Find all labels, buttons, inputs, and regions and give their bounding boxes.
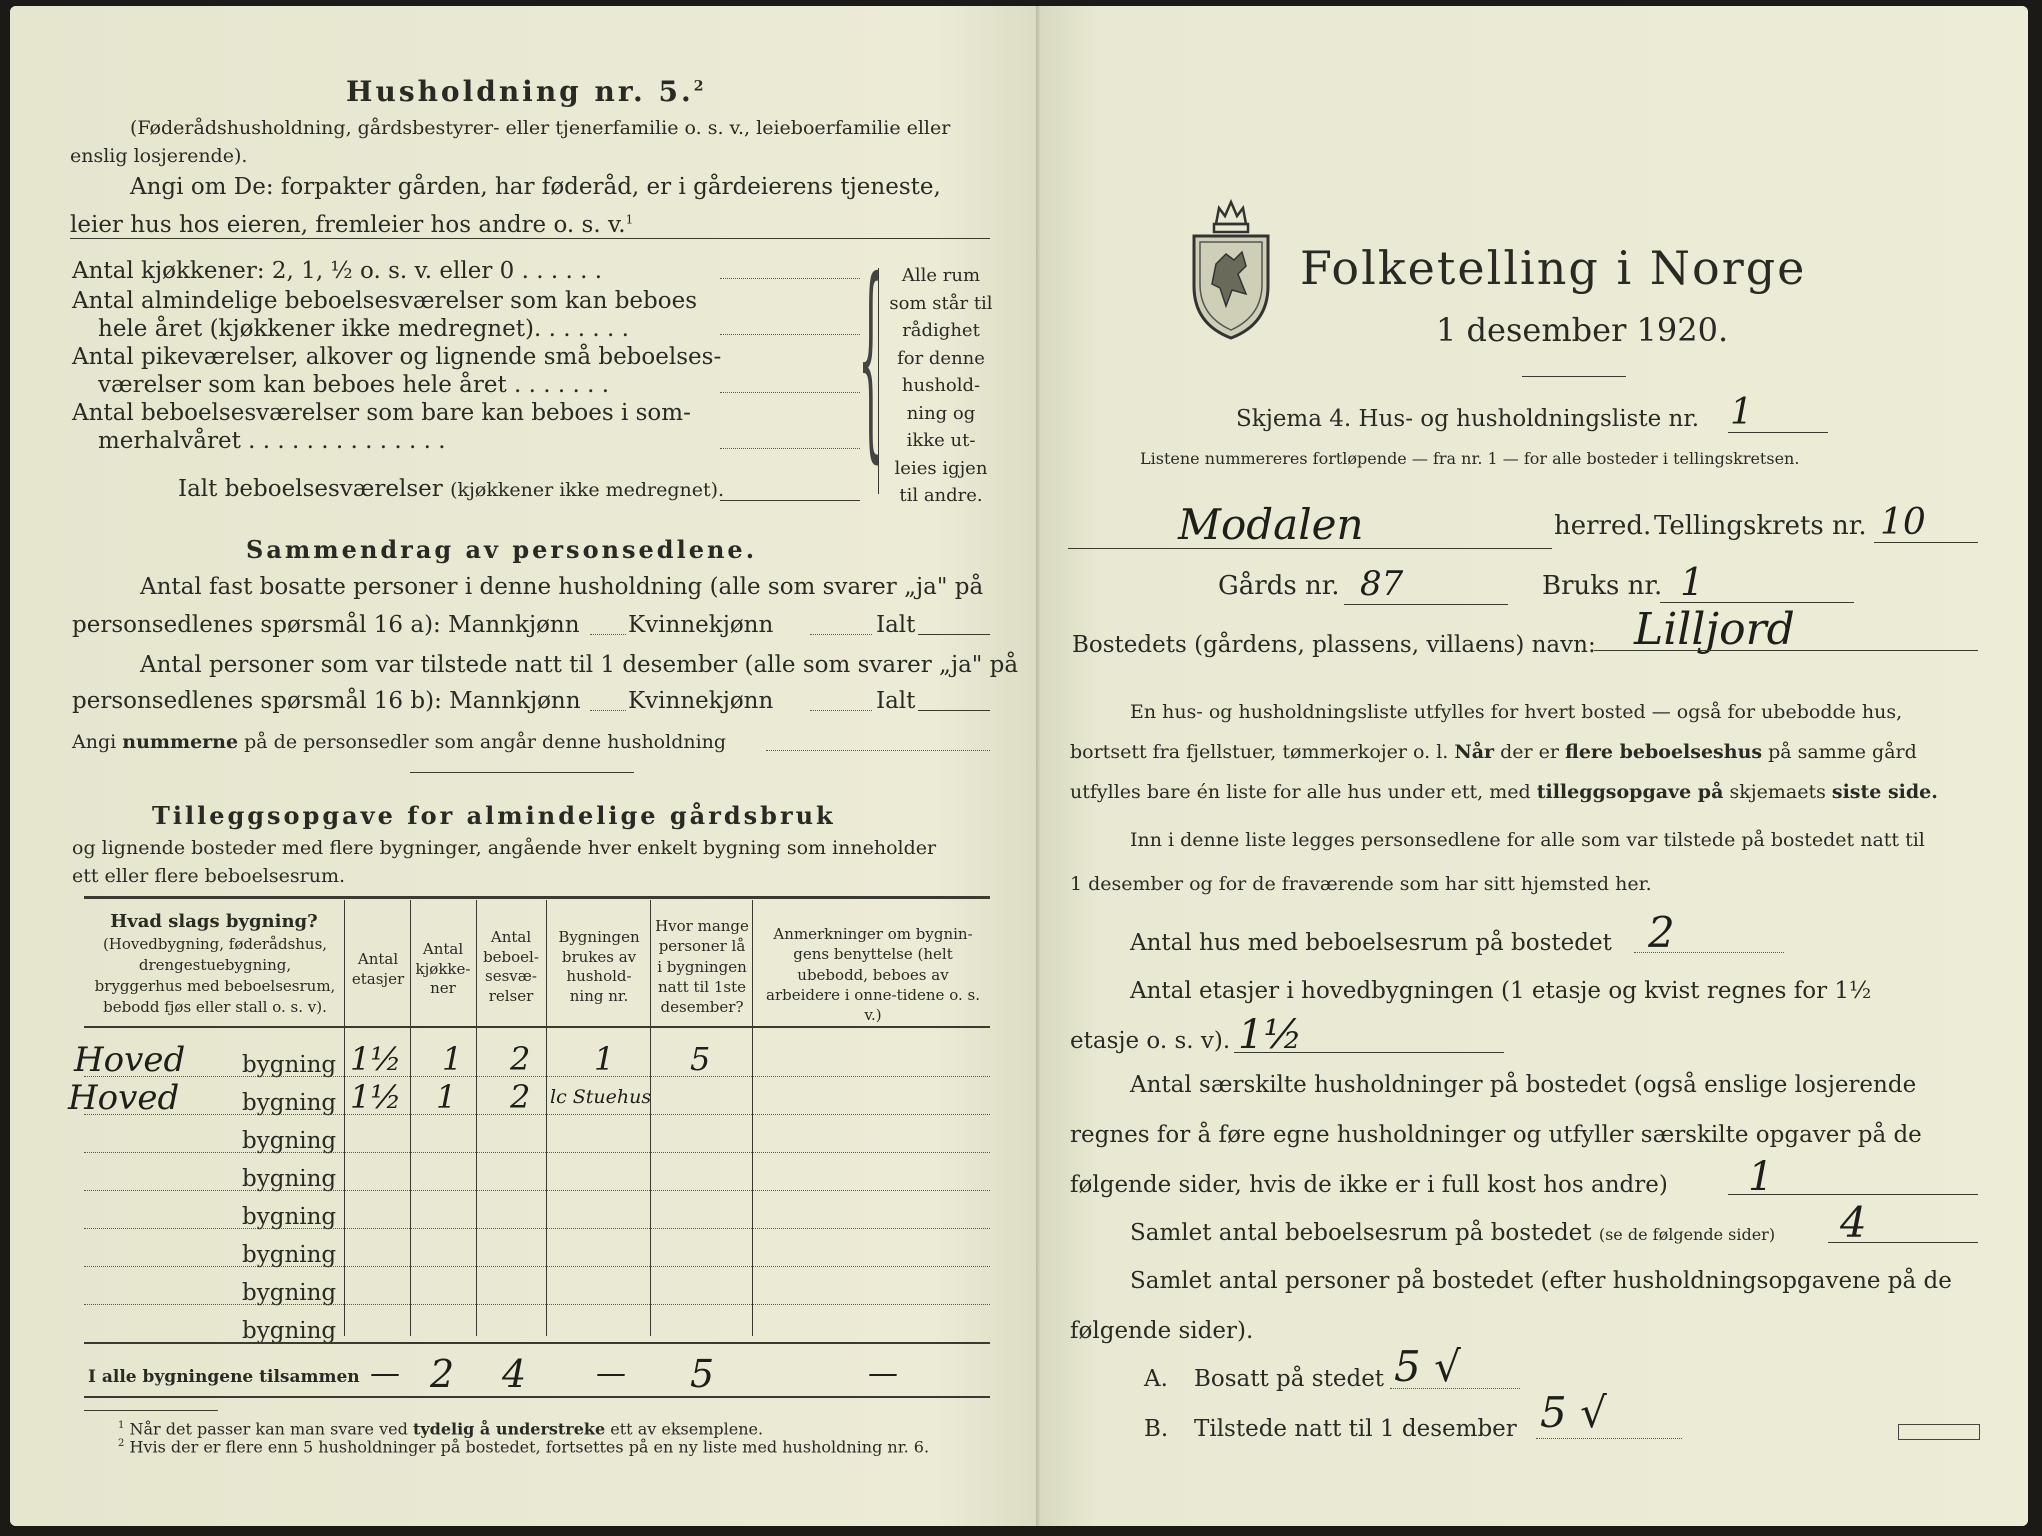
footnote-2: $^2$ Hvis der er flere enn 5 husholdninger på bostedet, fortsettes på en ny liste med husholdning nr. 6.: [118, 1437, 930, 1457]
col-anmerkninger: Anmerkninger om bygnin-gens benyttelse (helt ubebodd, beboes av arbeidere i onne-tidene o. s. v.): [766, 925, 980, 1024]
household-title: Husholdning nr. 5.$^2$: [346, 75, 707, 108]
b-label: B.: [1144, 1416, 1169, 1442]
footnote-1: $^1$ Når det passer kan man svare ved tydelig å understreke ett av eksemplene.: [118, 1419, 764, 1439]
row-1-rum: 2: [510, 1040, 531, 1078]
room-row-4: værelser som kan beboes hele året . . . . . . .: [98, 372, 610, 398]
listene-note: Listene nummereres fortløpende — fra nr. 1 — for alle bosteder i tellingskretsen.: [1140, 449, 1800, 468]
para2-line1: Inn i denne liste legges personsedlene for alle som var tilstede på bostedet natt til: [1130, 829, 1925, 851]
bosted-label: Bostedets (gårdens, plassens, villaens) navn:: [1072, 632, 1596, 658]
side-note: Alle rum som står til rådighet for denne hushold- ning og ikke ut- leies igjen til andre.: [889, 265, 993, 506]
ialt-rooms: Ialt beboelsesværelser (kjøkkener ikke medregnet).: [178, 476, 725, 502]
kvinne-label-1: Kvinnekjønn: [628, 612, 774, 638]
summary-line-3: Antal personer som var tilstede natt til 1 desember (alle som svarer „ja" på: [140, 652, 1019, 678]
pers-line1: Samlet antal personer på bostedet (efter husholdningsopgavene på de: [1130, 1268, 1952, 1294]
rum-label: Samlet antal beboelsesrum på bostedet (se de følgende sider): [1130, 1220, 1776, 1246]
col-kjokkener: Antal kjøkke-ner: [415, 940, 471, 997]
row-1-hush: 1: [594, 1040, 615, 1078]
rum-value: 4: [1840, 1198, 1867, 1247]
row-2-kjokken: 1: [436, 1078, 457, 1116]
intro-line-1: (Føderådshusholdning, gårdsbestyrer- eller tjenerfamilie o. s. v., leieboerfamilie eller: [130, 117, 951, 139]
room-row-2: hele året (kjøkkener ikke medregnet). . . . . . .: [98, 316, 629, 342]
hus-value: 2: [1648, 908, 1675, 957]
total-pers: 5: [690, 1352, 715, 1396]
skjema-label: Skjema 4. Hus- og husholdningsliste nr.: [1236, 406, 1700, 432]
pers-line2: følgende sider).: [1070, 1318, 1254, 1344]
krets-value: 10: [1880, 502, 1926, 543]
krets-label: Tellingskrets nr.: [1654, 511, 1867, 541]
total-hush: —: [596, 1356, 626, 1391]
para2-line2: 1 desember og for de fraværende som har sitt hjemsted her.: [1070, 873, 1652, 895]
room-row-0: Antal kjøkkener: 2, 1, ½ o. s. v. eller 0 . . . . . .: [72, 258, 603, 284]
intro-line-2: enslig losjerende).: [70, 145, 248, 167]
angi-line-1: Angi om De: forpakter gården, har føderåd, er i gårdeierens tjeneste,: [130, 174, 941, 200]
para1-line1: En hus- og husholdningsliste utfylles for hvert bosted — også for ubebodde hus,: [1130, 701, 1903, 723]
left-page: [10, 6, 1038, 1526]
census-title: Folketelling i Norge: [1300, 241, 1807, 295]
row-label-5: bygning: [242, 1204, 337, 1230]
bruks-value: 1: [1680, 560, 1705, 604]
col-rum: Antal beboel-sesvæ-relser: [483, 928, 539, 1005]
tillegg-title: Tilleggsopgave for almindelige gårdsbruk: [152, 801, 836, 830]
hus-label: Antal hus med beboelsesrum på bostedet: [1130, 930, 1612, 956]
etasjer-line1: Antal etasjer i hovedbygningen (1 etasje og kvist regnes for 1½: [1130, 978, 1872, 1004]
saer-value: 1: [1748, 1154, 1774, 1200]
a-text: Bosatt på stedet: [1194, 1366, 1385, 1392]
room-row-1: Antal almindelige beboelsesværelser som kan beboes: [72, 288, 698, 314]
total-anm: —: [868, 1356, 898, 1391]
summary-line-1: Antal fast bosatte personer i denne husholdning (alle som svarer „ja" på: [140, 574, 984, 600]
angi-line-2: leier hus hos eieren, fremleier hos andre o. s. v.$^1$: [70, 212, 634, 238]
col-etasjer: Antal etasjer: [351, 950, 405, 988]
row-1-name: Hoved: [74, 1040, 186, 1080]
col-type-sub: (Hovedbygning, føderådshus, drengestuebygning, bryggerhus med beboelsesrum, bebodd fjøs eller stall o. s. v).: [94, 935, 336, 1016]
row-2-etasjer: 1½: [350, 1078, 402, 1116]
col-type-title: Hvad slags bygning?: [110, 911, 318, 932]
para1-line2: bortsett fra fjellstuer, tømmerkojer o. l. Når der er flere beboelseshus på samme gård: [1070, 741, 1917, 763]
angi-nummerne: Angi nummerne på de personsedler som angår denne husholdning: [72, 731, 727, 753]
herred-label: herred.: [1554, 511, 1652, 541]
right-page: [1038, 6, 2028, 1526]
gards-label: Gårds nr.: [1218, 571, 1340, 601]
col-personer: Hvor mange personer lå i bygningen natt til 1ste desember?: [655, 917, 749, 1016]
room-row-5: Antal beboelsesværelser som bare kan beboes i som-: [72, 400, 691, 426]
tillegg-line-2: ett eller flere beboelsesrum.: [72, 865, 346, 887]
bosted-value: Lilljord: [1634, 604, 1795, 655]
room-row-3: Antal pikeværelser, alkover og lignende små beboelses-: [72, 344, 722, 370]
saer-line1: Antal særskilte husholdninger på bostedet (også enslige losjerende: [1130, 1072, 1917, 1098]
row-2-name: Hoved: [68, 1078, 180, 1118]
total-label: I alle bygningene tilsammen: [88, 1367, 360, 1387]
a-value: 5 √: [1394, 1342, 1461, 1391]
census-spread: [10, 6, 2028, 1526]
row-label-4: bygning: [242, 1166, 337, 1192]
col-husholdning: Bygningen brukes av hushold-ning nr.: [558, 928, 640, 1005]
summary-line-2: personsedlenes spørsmål 16 a): Mannkjønn: [72, 612, 580, 638]
bruks-label: Bruks nr.: [1542, 571, 1663, 601]
etasjer-value: 1½: [1238, 1012, 1303, 1058]
b-text: Tilstede natt til 1 desember: [1194, 1416, 1517, 1442]
printer-stamp: [1898, 1424, 1980, 1440]
skjema-value: 1: [1730, 392, 1753, 433]
row-1-kjokken: 1: [442, 1040, 463, 1078]
row-2-hush: lc Stuehus: [550, 1086, 652, 1108]
page-fold: [1036, 6, 1040, 1526]
ialt-label-2: Ialt: [876, 688, 916, 714]
ialt-label-1: Ialt: [876, 612, 916, 638]
para1-line3: utfylles bare én liste for alle hus under ett, med tilleggsopgave på skjemaets siste side.: [1070, 781, 1938, 803]
summary-title: Sammendrag av personsedlene.: [246, 535, 758, 564]
row-2-rum: 2: [510, 1078, 531, 1116]
row-label-2: bygning: [242, 1090, 337, 1116]
row-1-pers: 5: [690, 1040, 711, 1078]
total-kjokken: 2: [430, 1352, 455, 1396]
saer-line2: regnes for å føre egne husholdninger og utfyller særskilte opgaver på de: [1070, 1122, 1922, 1148]
total-etasjer: —: [370, 1356, 400, 1391]
a-label: A.: [1144, 1366, 1168, 1392]
herred-value: Modalen: [1178, 500, 1364, 549]
kvinne-label-2: Kvinnekjønn: [628, 688, 774, 714]
saer-line3: følgende sider, hvis de ikke er i full kost hos andre): [1070, 1172, 1668, 1198]
b-value: 5 √: [1540, 1388, 1607, 1437]
tillegg-line-1: og lignende bosteder med flere bygninger, angående hver enkelt bygning som inneholder: [72, 837, 937, 859]
row-label-3: bygning: [242, 1128, 337, 1154]
etasjer-line2: etasje o. s. v).: [1070, 1028, 1231, 1054]
coat-of-arms-icon: [1186, 194, 1276, 344]
total-rum: 4: [502, 1352, 527, 1396]
summary-line-4: personsedlenes spørsmål 16 b): Mannkjønn: [72, 688, 581, 714]
row-1-etasjer: 1½: [350, 1040, 402, 1078]
brace: {: [858, 240, 884, 484]
row-label-8: bygning: [242, 1318, 337, 1344]
row-label-6: bygning: [242, 1242, 337, 1268]
row-label-1: bygning: [242, 1052, 337, 1078]
census-date: 1 desember 1920.: [1436, 311, 1729, 349]
room-row-6: merhalvåret . . . . . . . . . . . . . .: [98, 428, 446, 454]
gards-value: 87: [1360, 564, 1404, 604]
row-label-7: bygning: [242, 1280, 337, 1306]
